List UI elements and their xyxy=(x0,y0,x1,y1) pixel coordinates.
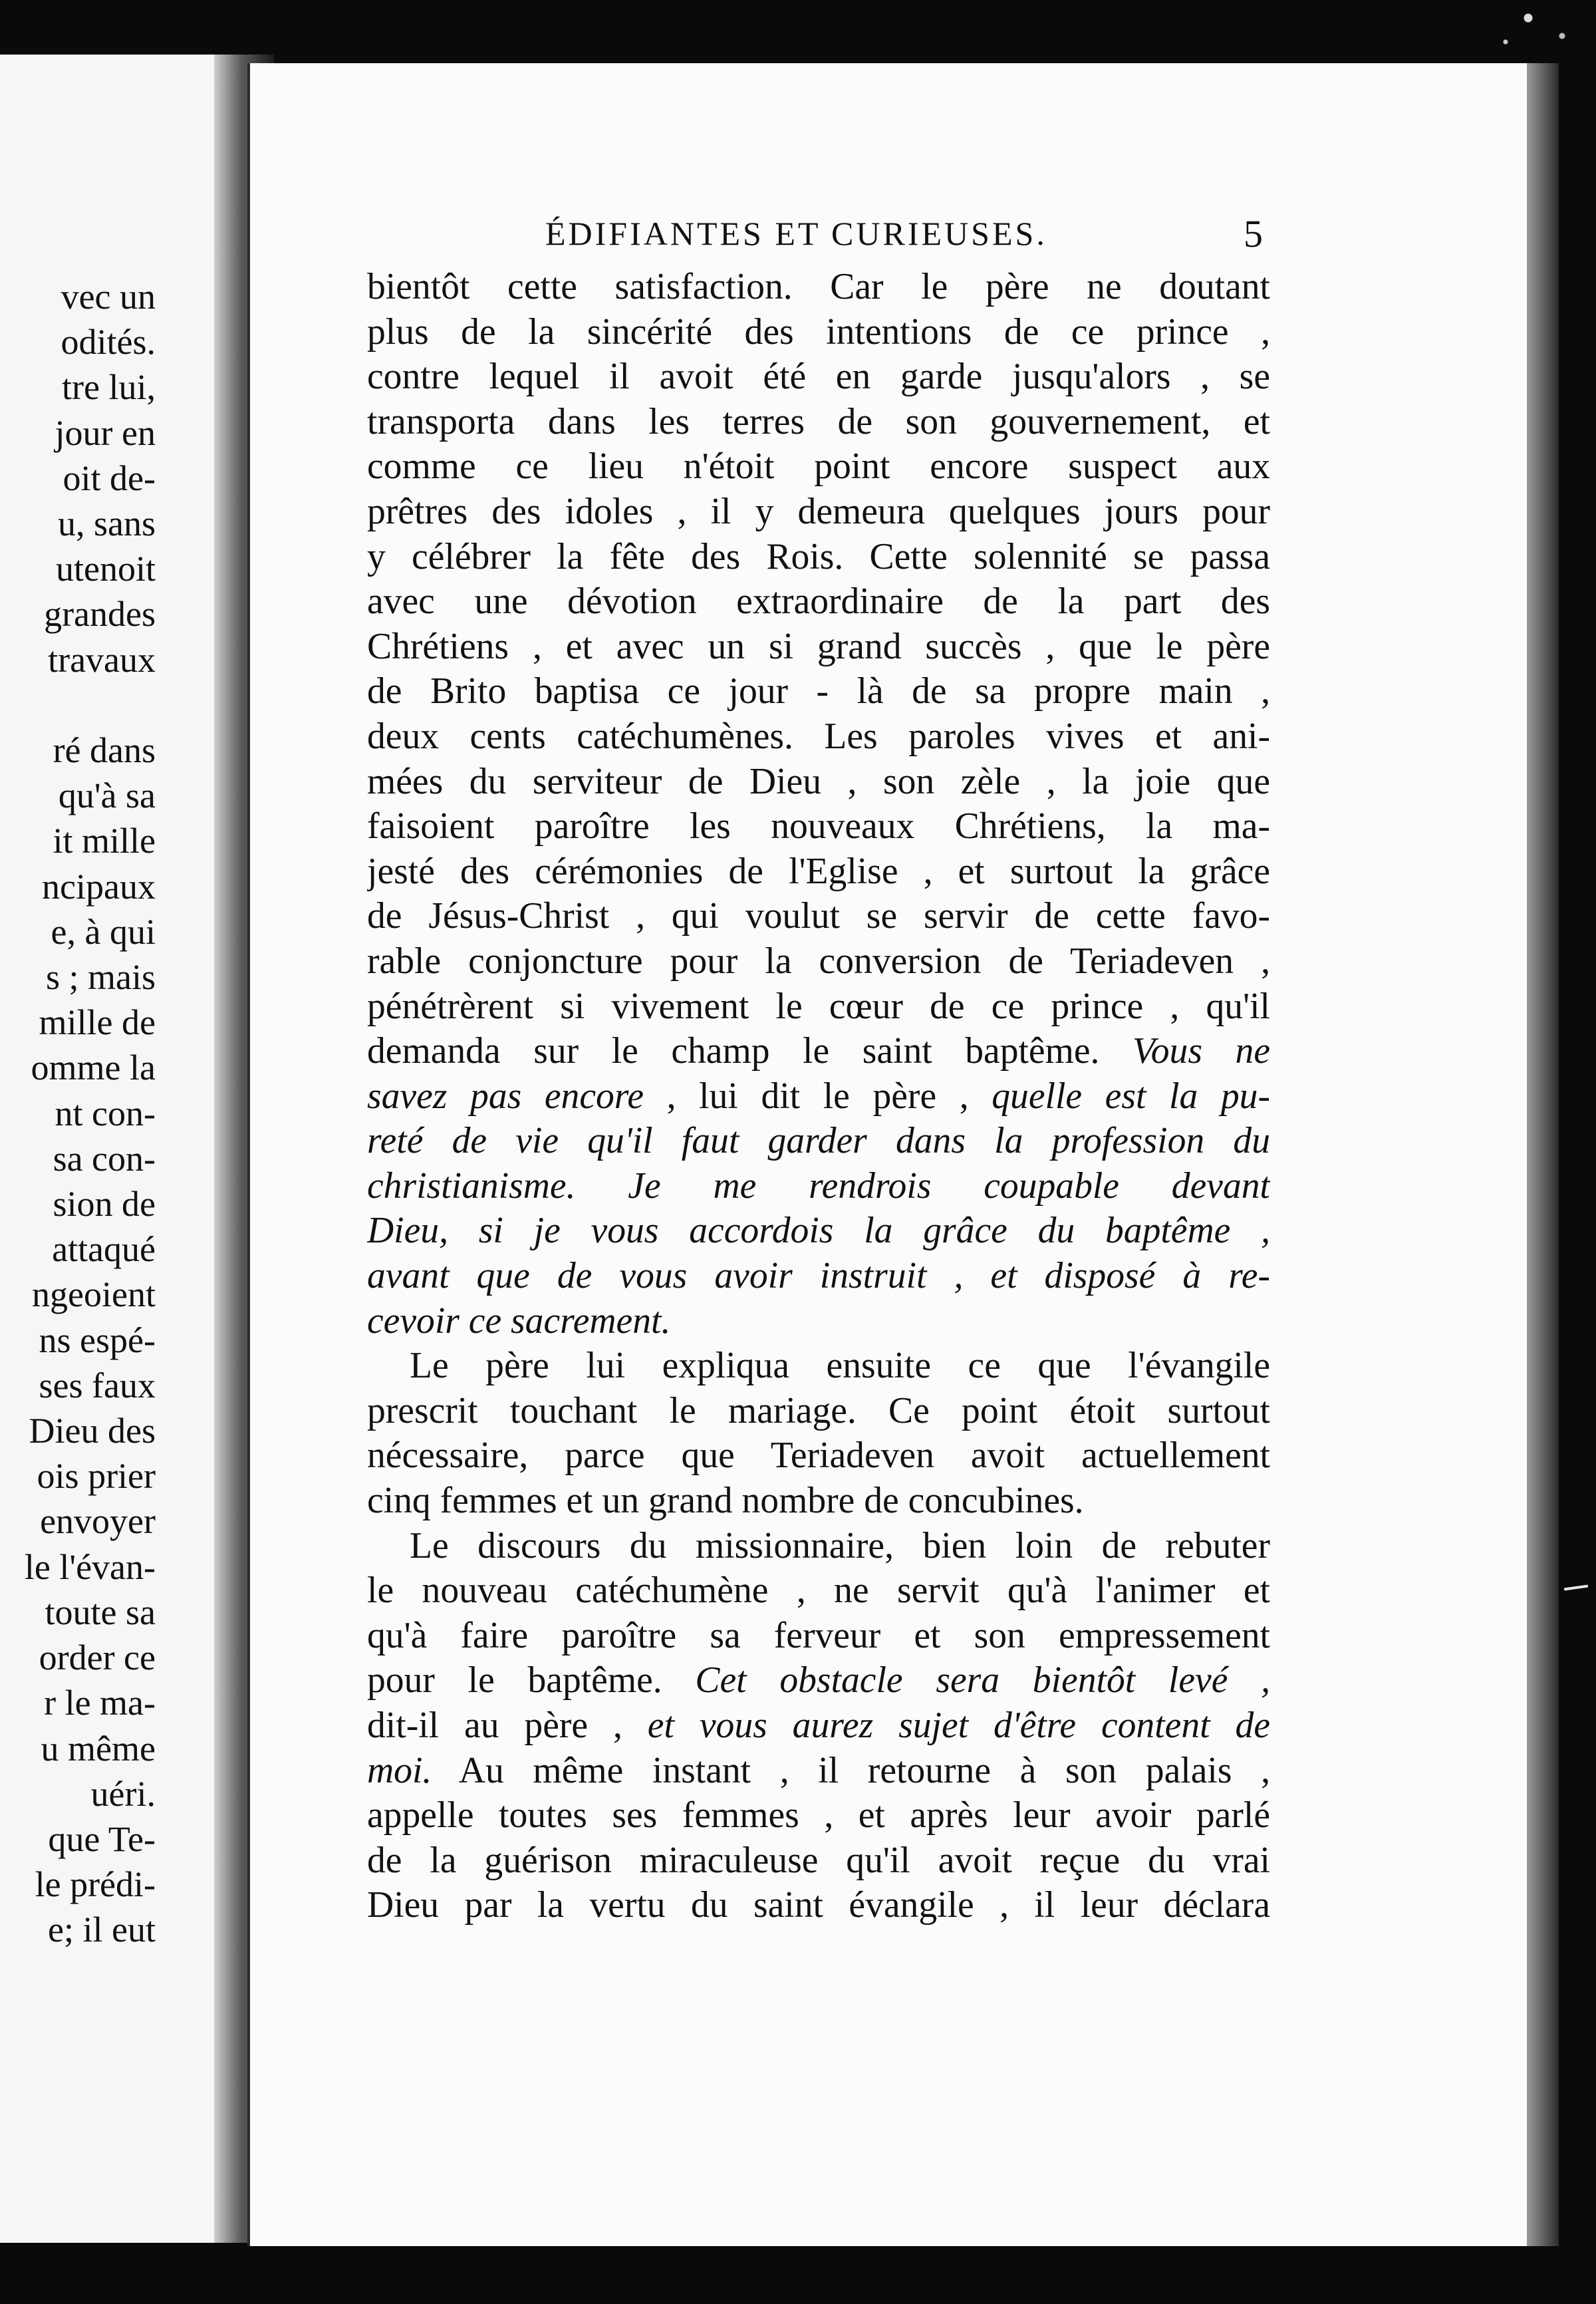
text-line xyxy=(367,1299,1270,1344)
roman-run: transporta dans les terres de son gouvernement, et xyxy=(367,400,1270,442)
roman-run: jesté des cérémonies de l'Eglise , et surtout la grâce xyxy=(367,850,1270,892)
text-line xyxy=(367,1749,1270,1794)
previous-page-line: ns espé- xyxy=(39,1320,156,1360)
text-line xyxy=(367,310,1270,355)
previous-page-line: sa con- xyxy=(53,1138,156,1179)
previous-page-line: u, sans xyxy=(58,504,156,544)
italic-run: savez pas encore xyxy=(367,1075,644,1117)
roman-run: , lui dit le père , xyxy=(644,1075,969,1117)
text-line xyxy=(367,1479,1270,1524)
roman-run: Dieu par la vertu du saint évangile , il leur déclara xyxy=(367,1884,1270,1926)
previous-page-line: toute sa xyxy=(45,1592,156,1632)
text-line xyxy=(367,535,1270,580)
roman-run: rable conjoncture pour la conversion de Teriadeven , xyxy=(367,940,1270,982)
roman-run: faisoient paroître les nouveaux Chrétiens, la ma- xyxy=(367,805,1270,847)
italic-run: Vous ne xyxy=(1099,1030,1270,1072)
roman-run: y célébrer la fête des Rois. Cette solennité se passa xyxy=(367,535,1270,577)
previous-page-line: envoyer xyxy=(40,1501,156,1542)
previous-page xyxy=(0,55,238,2243)
running-head: ÉDIFIANTES ET CURIEUSES. xyxy=(545,215,1047,252)
roman-run: qu'à faire paroître sa ferveur et son empressement xyxy=(367,1614,1270,1656)
previous-page-line: ois prier xyxy=(37,1456,156,1497)
roman-run: Chrétiens , et avec un si grand succès , que le père xyxy=(367,625,1270,667)
roman-run: dit-il au père , xyxy=(367,1705,622,1746)
text-line xyxy=(367,669,1270,714)
roman-run: demanda sur le champ le saint baptême. xyxy=(367,1030,1100,1072)
previous-page-line: oit de- xyxy=(63,458,156,498)
text-line xyxy=(367,1344,1270,1389)
italic-run: Dieu, si je vous accordois la grâce du baptême , xyxy=(367,1210,1270,1252)
text-line xyxy=(367,490,1270,535)
roman-run: prêtres des idoles , il y demeura quelques jours pour xyxy=(367,490,1270,532)
previous-page-line: tre lui, xyxy=(62,367,156,408)
text-line xyxy=(367,1209,1270,1254)
roman-run: comme ce lieu n'étoit point encore suspect aux xyxy=(367,446,1270,488)
previous-page-line: ses faux xyxy=(39,1365,156,1405)
previous-page-line: omme la xyxy=(31,1048,156,1088)
roman-run: mées du serviteur de Dieu , son zèle , la joie que xyxy=(367,760,1270,802)
text-line xyxy=(367,1074,1270,1119)
text-line xyxy=(367,1658,1270,1703)
italic-run: Cet obstacle sera bientôt levé , xyxy=(662,1659,1270,1701)
roman-run: Le discours du missionnaire, bien loin de rebuter xyxy=(410,1524,1270,1566)
text-line xyxy=(367,1614,1270,1659)
previous-page-line: order ce xyxy=(39,1638,156,1678)
roman-run: Le père lui expliqua ensuite ce que l'évangile xyxy=(410,1345,1270,1387)
roman-run: pénétrèrent si vivement le cœur de ce prince , qu'il xyxy=(367,985,1270,1027)
previous-page-line: grandes xyxy=(44,594,156,635)
text-line xyxy=(367,894,1270,939)
text-line xyxy=(367,355,1270,400)
roman-run: bientôt cette satisfaction. Car le père ne doutant xyxy=(367,266,1270,307)
roman-run: prescrit touchant le mariage. Ce point étoit surtout xyxy=(367,1389,1270,1431)
previous-page-line: travaux xyxy=(48,639,156,680)
italic-run: reté de vie qu'il faut garder dans la profession du xyxy=(367,1120,1270,1162)
text-line xyxy=(367,760,1270,805)
previous-page-line: e, à qui xyxy=(51,911,156,952)
roman-run: pour le baptême. xyxy=(367,1659,662,1701)
previous-page-line: it mille xyxy=(53,821,156,861)
text-line xyxy=(367,714,1270,760)
previous-page-line: s ; mais xyxy=(45,957,156,998)
previous-page-text xyxy=(0,274,156,1953)
previous-page-line: ré dans xyxy=(53,730,156,771)
previous-page-line: le l'évan- xyxy=(24,1546,156,1587)
previous-page-line: Dieu des xyxy=(29,1411,156,1451)
roman-run: plus de la sincérité des intentions de ce prince , xyxy=(367,311,1270,353)
page-number: 5 xyxy=(1244,212,1263,255)
text-line xyxy=(367,1164,1270,1209)
previous-page-line: uéri. xyxy=(90,1773,156,1814)
previous-page-line: sion de xyxy=(53,1184,156,1224)
margin-mark xyxy=(1564,1585,1588,1591)
previous-page-line: ncipaux xyxy=(42,866,156,907)
text-line xyxy=(367,1433,1270,1479)
italic-run: quelle est la pu- xyxy=(968,1075,1270,1117)
text-line xyxy=(367,1524,1270,1569)
roman-run: appelle toutes ses femmes , et après leur avoir parlé xyxy=(367,1795,1270,1836)
text-line xyxy=(367,1568,1270,1614)
previous-page-line xyxy=(0,682,156,728)
text-line xyxy=(367,625,1270,670)
previous-page-line: r le ma- xyxy=(44,1683,156,1723)
text-line xyxy=(367,984,1270,1030)
text-line xyxy=(367,1254,1270,1299)
roman-run: contre lequel il avoit été en garde jusqu'alors , se xyxy=(367,356,1270,398)
previous-page-line: ngeoient xyxy=(32,1274,156,1315)
previous-page-line: jour en xyxy=(55,412,156,453)
text-line xyxy=(367,1119,1270,1164)
italic-run: avant que de vous avoir instruit , et disposé à re- xyxy=(367,1255,1270,1297)
text-line xyxy=(367,400,1270,445)
previous-page-line: que Te- xyxy=(48,1818,156,1859)
italic-run: cevoir ce sacrement. xyxy=(367,1300,671,1342)
previous-page-line: le prédi- xyxy=(35,1864,156,1905)
italic-run: et vous aurez sujet d'être content de xyxy=(622,1705,1270,1746)
scan-speck xyxy=(1483,0,1596,60)
italic-run: moi. xyxy=(367,1749,432,1791)
roman-run: de la guérison miraculeuse qu'il avoit reçue du vrai xyxy=(367,1839,1270,1881)
roman-run: deux cents catéchumènes. Les paroles vives et ani- xyxy=(367,715,1270,757)
italic-run: christianisme. Je me rendrois coupable devant xyxy=(367,1165,1270,1207)
text-line xyxy=(367,939,1270,984)
roman-run: cinq femmes et un grand nombre de concubines. xyxy=(367,1480,1084,1522)
text-line xyxy=(367,265,1270,310)
previous-page-line: vec un xyxy=(61,277,156,317)
text-line xyxy=(367,579,1270,625)
previous-page-line: attaqué xyxy=(52,1229,156,1270)
roman-run: avec une dévotion extraordinaire de la part des xyxy=(367,581,1270,623)
previous-page-line: u même xyxy=(41,1728,156,1769)
previous-page-line: qu'à sa xyxy=(58,776,156,816)
roman-run: nécessaire, parce que Teriadeven avoit actuellement xyxy=(367,1435,1270,1477)
roman-run: le nouveau catéchumène , ne servit qu'à l'animer et xyxy=(367,1570,1270,1612)
text-line xyxy=(367,1793,1270,1838)
previous-page-line: mille de xyxy=(39,1002,156,1043)
previous-page-line: odités. xyxy=(61,322,156,362)
text-line xyxy=(367,849,1270,895)
page-edge-shadow xyxy=(1527,63,1559,2246)
text-line xyxy=(367,444,1270,490)
previous-page-line: nt con- xyxy=(55,1093,156,1133)
roman-run: de Brito baptisa ce jour - là de sa propre main , xyxy=(367,670,1270,712)
text-line xyxy=(367,1703,1270,1749)
previous-page-line: utenoit xyxy=(56,549,156,589)
roman-run: de Jésus-Christ , qui voulut se servir de cette favo- xyxy=(367,895,1270,937)
text-line xyxy=(367,1389,1270,1434)
text-line xyxy=(367,804,1270,849)
previous-page-line: e; il eut xyxy=(48,1910,156,1950)
text-line xyxy=(367,1883,1270,1928)
roman-run: Au même instant , il retourne à son palais , xyxy=(432,1749,1270,1791)
text-line xyxy=(367,1838,1270,1884)
body-text xyxy=(367,265,1270,1928)
text-line xyxy=(367,1029,1270,1074)
